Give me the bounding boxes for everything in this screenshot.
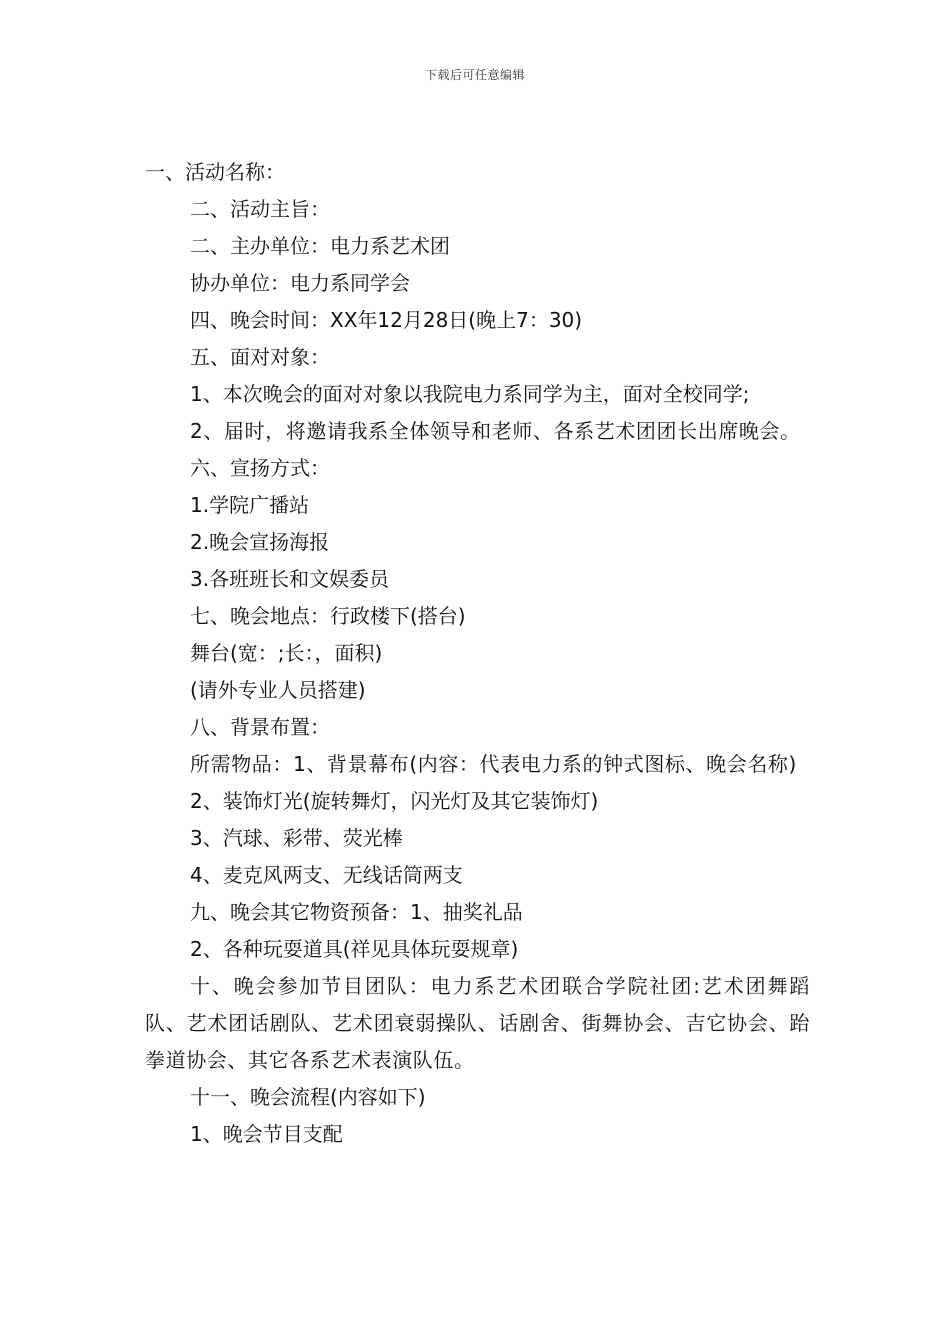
section-promotion: 六、宣扬方式： — [190, 456, 330, 480]
party-flow-item-1: 1、晚会节目支配 — [190, 1122, 343, 1146]
promotion-item-3: 3.各班班长和文娱委员 — [190, 567, 390, 591]
section-party-flow: 十一、晚会流程(内容如下) — [190, 1085, 426, 1109]
co-organizer: 协办单位：电力系同学会 — [190, 271, 410, 295]
venue-construction-note: (请外专业人员搭建) — [190, 678, 366, 702]
section-other-supplies: 九、晚会其它物资预备：1、抽奖礼品 — [190, 900, 523, 924]
section-audience: 五、面对对象： — [190, 345, 330, 369]
promotion-item-2: 2.晚会宣扬海报 — [190, 530, 330, 554]
section-activity-name: 一、活动名称： — [145, 160, 285, 184]
background-item-2: 2、装饰灯光(旋转舞灯，闪光灯及其它装饰灯) — [190, 789, 599, 813]
background-item-1: 所需物品：1、背景幕布(内容：代表电力系的钟式图标、晚会名称) — [190, 752, 797, 776]
section-party-time: 四、晚会时间：XX年12月28日(晚上7：30) — [190, 308, 583, 332]
venue-stage-size: 舞台(宽：;长：，面积) — [190, 641, 383, 665]
section-performing-teams: 十、晚会参加节目团队：电力系艺术团联合学院社团:艺术团舞蹈队、艺术团话剧队、艺术团衰弱操队、话剧舍、街舞协会、吉它协会、跆拳道协会、其它各系艺术表演队伍。 — [145, 974, 810, 1072]
section-venue: 七、晚会地点：行政楼下(搭台) — [190, 604, 466, 628]
audience-item-2: 2、届时，将邀请我系全体领导和老师、各系艺术团团长出席晚会。 — [190, 419, 801, 443]
background-item-4: 4、麦克风两支、无线话筒两支 — [190, 863, 463, 887]
section-background: 八、背景布置： — [190, 715, 330, 739]
promotion-item-1: 1.学院广播站 — [190, 493, 310, 517]
section-activity-purpose: 二、活动主旨： — [190, 197, 330, 221]
page-header-note: 下载后可任意编辑 — [424, 68, 525, 82]
other-supplies-item-2: 2、各种玩耍道具(祥见具体玩耍规章) — [190, 937, 519, 961]
audience-item-1: 1、本次晚会的面对对象以我院电力系同学为主，面对全校同学; — [190, 382, 750, 406]
background-item-3: 3、汽球、彩带、荧光棒 — [190, 826, 403, 850]
document-body — [145, 154, 810, 1153]
section-organizer: 二、主办单位：电力系艺术团 — [190, 234, 450, 258]
